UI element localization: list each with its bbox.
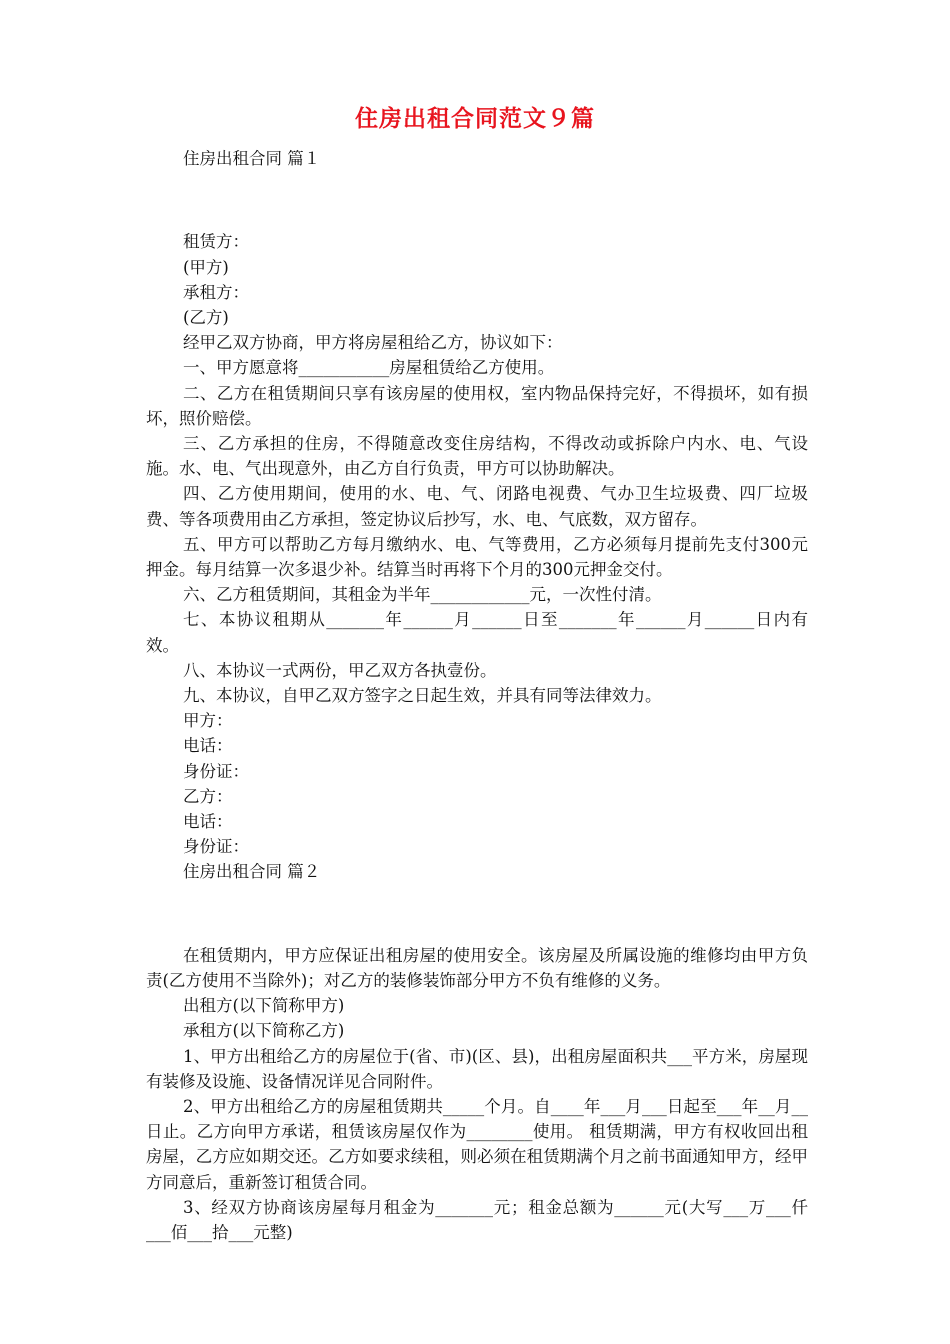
document-paragraph: 1、甲方出租给乙方的房屋位于(省、市)(区、县)，出租房屋面积共___平方米，房屋现有装修及设施、设备情况详见合同附件。 bbox=[146, 1046, 808, 1091]
document-paragraph: 出租方(以下简称甲方) bbox=[183, 996, 345, 1016]
document-paragraph: 八、本协议一式两份，甲乙双方各执壹份。 bbox=[183, 660, 497, 680]
document-paragraph: 住房出租合同 篇２ bbox=[183, 862, 321, 882]
document-paragraph: 六、乙方租赁期间，其租金为半年____________元，一次性付清。 bbox=[183, 585, 662, 605]
document-paragraph: 二、乙方在租赁期间只享有该房屋的使用权，室内物品保持完好，不得损坏，如有损坏，照价赔偿。 bbox=[146, 383, 808, 428]
document-paragraph: 住房出租合同 篇１ bbox=[183, 149, 321, 168]
document-paragraph: 3、经双方协商该房屋每月租金为_______元；租金总额为______元(大写___万___仟___佰___拾___元整) bbox=[146, 1197, 808, 1243]
document-body bbox=[146, 146, 808, 1245]
blank-line bbox=[146, 901, 808, 926]
document-title: 住房出租合同范文９篇 bbox=[355, 105, 595, 132]
document-paragraph: 2、甲方出租给乙方的房屋租赁期共_____个月。自____年___月___日起至___年__月__日止。乙方向甲方承诺，租赁该房屋仅作为________使用。 租赁期满，甲方有权收回出租房屋，乙方应如期交还。乙方如要求续租，则必须在租赁期满个月之前书面通知甲方，经甲方同意后，重新签订租赁合同。 bbox=[146, 1097, 808, 1192]
document-paragraph: (乙方) bbox=[183, 308, 229, 327]
document-paragraph: 承租方(以下简称乙方) bbox=[183, 1021, 345, 1041]
blank-line bbox=[146, 188, 808, 213]
document-paragraph: 电话： bbox=[183, 736, 233, 756]
document-paragraph: 一、甲方愿意将___________房屋租赁给乙方使用。 bbox=[183, 358, 555, 378]
document-paragraph: 九、本协议，自甲乙双方签字之日起生效，并具有同等法律效力。 bbox=[183, 686, 662, 706]
document-paragraph: 三、乙方承担的住房，不得随意改变住房结构，不得改动或拆除户内水、电、气设施。水、电、气出现意外，由乙方自行负责，甲方可以协助解决。 bbox=[146, 434, 808, 479]
document-paragraph: 电话： bbox=[183, 812, 233, 832]
document-paragraph: 乙方： bbox=[183, 786, 233, 806]
document-paragraph: 七、本协议租期从_______年______月______日至_______年______月______日内有效。 bbox=[146, 610, 808, 655]
document-paragraph: 经甲乙双方协商，甲方将房屋租给乙方，协议如下： bbox=[183, 333, 563, 353]
document-paragraph: 五、甲方可以帮助乙方每月缴纳水、电、气等费用，乙方必须每月提前先支付300元押金。每月结算一次多退少补。结算当时再将下个月的300元押金交付。 bbox=[146, 534, 808, 580]
document-paragraph: 承租方： bbox=[183, 282, 249, 302]
document-paragraph: 身份证： bbox=[183, 837, 249, 857]
document-paragraph: 四、乙方使用期间，使用的水、电、气、闭路电视费、气办卫生垃圾费、四厂垃圾费、等各项费用由乙方承担，签定协议后抄写，水、电、气底数，双方留存。 bbox=[146, 484, 808, 529]
document-paragraph: 甲方： bbox=[183, 711, 233, 731]
document-paragraph: (甲方) bbox=[183, 257, 229, 277]
document-paragraph: 身份证： bbox=[183, 761, 249, 781]
document-paragraph: 租赁方： bbox=[183, 232, 249, 252]
document-paragraph: 在租赁期内，甲方应保证出租房屋的使用安全。该房屋及所属设施的维修均由甲方负责(乙方使用不当除外)；对乙方的装修装饰部分甲方不负有维修的义务。 bbox=[146, 945, 808, 991]
